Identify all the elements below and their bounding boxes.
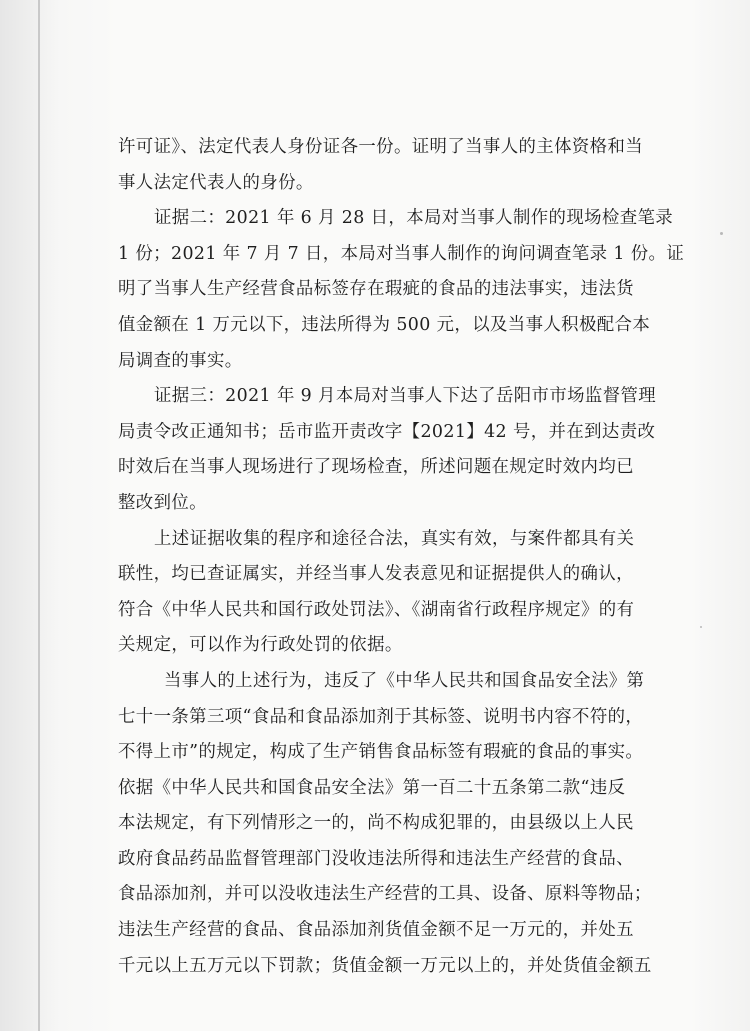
text-line: 违法生产经营的食品、食品添加剂货值金额不足一万元的，并处五 xyxy=(118,920,634,941)
text-line: 整改到位。 xyxy=(118,492,207,513)
text-line: 食品添加剂，并可以没收违法生产经营的工具、设备、原料等物品； xyxy=(118,884,652,905)
text-line: 联性，均已查证属实，并经当事人发表意见和证据提供人的确认， xyxy=(118,564,634,585)
text-line: 政府食品药品监督管理部门没收违法所得和违法生产经营的食品、 xyxy=(118,848,634,869)
text-line: 明了当事人生产经营食品标签存在瑕疵的食品的违法事实，违法货 xyxy=(118,279,634,300)
text-line: 上述证据收集的程序和途径合法，真实有效，与案件都具有关 xyxy=(154,528,635,549)
text-line: 千元以上五万元以下罚款；货值金额一万元以上的，并处货值金额五 xyxy=(118,955,652,976)
text-line: 证据三：2021 年 9 月本局对当事人下达了岳阳市市场监督管理 xyxy=(154,386,657,407)
text-line: 时效后在当事人现场进行了现场检查，所述问题在规定时效内均已 xyxy=(118,457,634,478)
text-line: 证据二：2021 年 6 月 28 日，本局对当事人制作的现场检查笔录 xyxy=(154,208,674,229)
text-line: 局责令改正通知书；岳市监开责改字【2021】42 号，并在到达责改 xyxy=(118,421,656,442)
text-line: 依据《中华人民共和国食品安全法》第一百二十五条第二款“违反 xyxy=(118,777,626,798)
text-line: 不得上市”的规定，构成了生产销售食品标签有瑕疵的食品的事实。 xyxy=(118,742,644,763)
text-line: 符合《中华人民共和国行政处罚法》、《湖南省行政程序规定》的有 xyxy=(118,599,635,620)
text-line: 本法规定，有下列情形之一的，尚不构成犯罪的，由县级以上人民 xyxy=(118,813,634,834)
document-body xyxy=(118,130,685,984)
text-line: 1 份；2021 年 7 月 7 日，本局对当事人制作的询问调查笔录 1 份。证 xyxy=(118,243,685,264)
text-line: 七十一条第三项“食品和食品添加剂于其标签、说明书内容不符的， xyxy=(118,706,644,727)
text-line: 关规定，可以作为行政处罚的依据。 xyxy=(118,635,403,656)
text-line: 当事人的上述行为，违反了《中华人民共和国食品安全法》第 xyxy=(164,670,645,691)
text-line: 许可证》、法定代表人身份证各一份。证明了当事人的主体资格和当 xyxy=(118,137,644,157)
binding-edge xyxy=(38,0,40,1031)
scan-speck xyxy=(700,626,702,628)
text-line: 事人法定代表人的身份。 xyxy=(118,172,314,193)
scan-speck xyxy=(720,232,723,235)
text-line: 值金额在 1 万元以下，违法所得为 500 元，以及当事人积极配合本 xyxy=(118,314,651,335)
text-line: 局调查的事实。 xyxy=(118,350,243,371)
